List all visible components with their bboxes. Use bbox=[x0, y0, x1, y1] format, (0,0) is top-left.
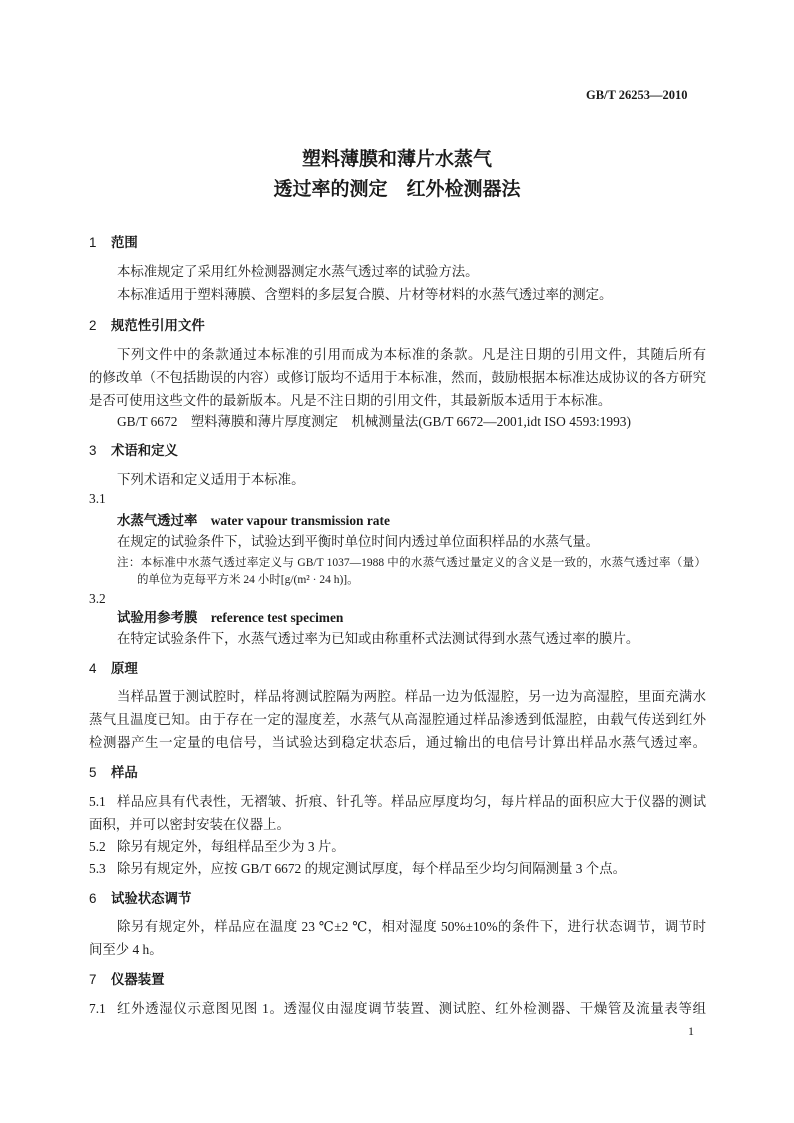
section-4-heading bbox=[89, 661, 138, 677]
clause-number: 5.1 bbox=[89, 794, 106, 809]
section-title: 规范性引用文件 bbox=[111, 318, 205, 333]
paragraph-line: 当样品置于测试腔时，样品将测试腔隔为两腔。样品一边为低湿腔，另一边为高湿腔，里面充满水 bbox=[117, 689, 706, 704]
section-title: 原理 bbox=[111, 661, 138, 676]
note-line: 注：本标准中水蒸气透过率定义与 GB/T 1037—1988 中的水蒸气透过量定义的含义是一致的，水蒸气透过率（量） bbox=[117, 557, 706, 569]
clause-5-3 bbox=[89, 861, 626, 877]
term-chinese: 水蒸气透过率 bbox=[117, 513, 198, 528]
paragraph-line: 下列文件中的条款通过本标准的引用而成为本标准的条款。凡是注日期的引用文件，其随后所有 bbox=[117, 347, 706, 362]
clause-number: 5.2 bbox=[89, 839, 106, 854]
clause-5-1 bbox=[89, 794, 706, 810]
section-number: 2 bbox=[89, 318, 97, 333]
clause-text: 除另有规定外，应按 GB/T 6672 的规定测试厚度，每个样品至少均匀间隔测量 3 个点。 bbox=[117, 861, 626, 876]
section-title: 仪器装置 bbox=[111, 972, 165, 987]
section-number: 1 bbox=[89, 235, 97, 250]
paragraph-line: 间至少 4 h。 bbox=[89, 942, 163, 957]
section-title: 范围 bbox=[111, 235, 138, 250]
term-definition: 在特定试验条件下，水蒸气透过率为已知或由称重杯式法测试得到水蒸气透过率的膜片。 bbox=[117, 631, 640, 646]
section-2-heading bbox=[89, 318, 205, 334]
section-1-heading bbox=[89, 235, 138, 251]
paragraph-line: 下列术语和定义适用于本标准。 bbox=[117, 472, 305, 487]
paragraph-line: 检测器产生一定量的电信号，当试验达到稳定状态后，通过输出的电信号计算出样品水蒸气透过率。 bbox=[89, 735, 706, 750]
section-number: 6 bbox=[89, 891, 97, 906]
section-title: 样品 bbox=[111, 765, 138, 780]
paragraph-line: 是否可使用这些文件的最新版本。凡是不注日期的引用文件，其最新版本适用于本标准。 bbox=[89, 393, 612, 408]
paragraph-line: 本标准适用于塑料薄膜、含塑料的多层复合膜、片材等材料的水蒸气透过率的测定。 bbox=[117, 287, 613, 302]
clause-number: 7.1 bbox=[89, 1001, 106, 1016]
clause-text: 样品应具有代表性，无褶皱、折痕、针孔等。样品应厚度均匀，每片样品的面积应大于仪器的测试 bbox=[117, 794, 706, 809]
clause-number: 3.2 bbox=[89, 591, 106, 606]
section-number: 5 bbox=[89, 765, 97, 780]
paragraph-line: 蒸气且温度已知。由于存在一定的湿度差，水蒸气从高湿腔通过样品渗透到低湿腔，由载气传送到红外 bbox=[89, 712, 706, 727]
section-7-heading bbox=[89, 972, 165, 988]
term-definition: 在规定的试验条件下，试验达到平衡时单位时间内透过单位面积样品的水蒸气量。 bbox=[117, 534, 600, 549]
clause-5-2 bbox=[89, 839, 345, 855]
term-english: water vapour transmission rate bbox=[210, 513, 390, 528]
section-5-heading bbox=[89, 765, 138, 781]
section-title: 试验状态调节 bbox=[111, 891, 192, 906]
clause-continuation: 面积，并可以密封安装在仪器上。 bbox=[89, 817, 290, 832]
paragraph-line: 除另有规定外，样品应在温度 23 ℃±2 ℃，相对湿度 50%±10%的条件下，进行状态调节，调节时 bbox=[117, 919, 706, 934]
section-6-heading bbox=[89, 891, 191, 907]
section-3-heading bbox=[89, 443, 178, 459]
title-line-2: 透过率的测定 红外检测器法 bbox=[273, 179, 521, 200]
term-heading bbox=[117, 610, 343, 626]
note-line: 的单位为克每平方米 24 小时[g/(m² · 24 h)]。 bbox=[137, 574, 359, 586]
page-number: 1 bbox=[688, 1024, 694, 1038]
clause-text: 除另有规定外，每组样品至少为 3 片。 bbox=[117, 839, 345, 854]
standard-number: GB/T 26253—2010 bbox=[586, 88, 688, 102]
term-chinese: 试验用参考膜 bbox=[117, 610, 198, 625]
clause-number: 3.1 bbox=[89, 491, 106, 506]
clause-text: 红外透湿仪示意图见图 1。透湿仪由湿度调节装置、测试腔、红外检测器、干燥管及流量表等组 bbox=[117, 1001, 706, 1016]
term-heading bbox=[117, 513, 390, 529]
section-number: 3 bbox=[89, 443, 97, 458]
section-title: 术语和定义 bbox=[111, 443, 178, 458]
clause-7-1 bbox=[89, 1001, 706, 1017]
term-english: reference test specimen bbox=[210, 610, 344, 625]
normative-reference: GB/T 6672 塑料薄膜和薄片厚度测定 机械测量法(GB/T 6672—2001,idt ISO 4593:1993) bbox=[117, 414, 631, 429]
clause-number: 5.3 bbox=[89, 861, 106, 876]
section-number: 4 bbox=[89, 661, 97, 676]
section-number: 7 bbox=[89, 972, 97, 987]
title-line-1: 塑料薄膜和薄片水蒸气 bbox=[301, 149, 492, 170]
paragraph-line: 本标准规定了采用红外检测器测定水蒸气透过率的试验方法。 bbox=[117, 264, 479, 279]
paragraph-line: 的修改单（不包括勘误的内容）或修订版均不适用于本标准，然而，鼓励根据本标准达成协议的各方研究 bbox=[89, 370, 706, 385]
